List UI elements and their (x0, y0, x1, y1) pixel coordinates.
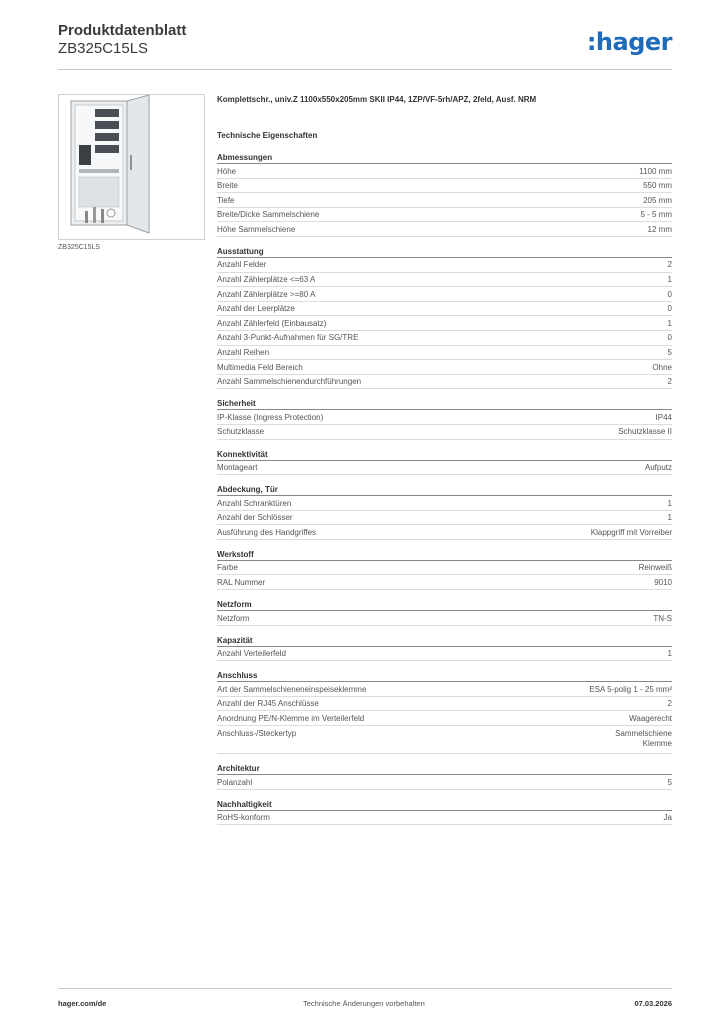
property-label: Polanzahl (217, 777, 253, 787)
property-label: Anzahl Zählerplätze >=80 A (217, 289, 316, 299)
property-label: Farbe (217, 563, 238, 573)
image-caption: ZB325C15LS (58, 244, 101, 251)
property-row (217, 496, 672, 511)
property-label: Breite/Dicke Sammelschiene (217, 210, 320, 220)
property-section (217, 247, 672, 389)
property-label: Anzahl Reihen (217, 348, 270, 358)
section-title: Architektur (217, 764, 672, 775)
property-row (217, 410, 672, 425)
property-section (217, 153, 672, 237)
property-value: 2 (667, 377, 672, 387)
property-label: Anzahl Sammelschienendurchführungen (217, 377, 362, 387)
property-section (217, 399, 672, 439)
property-value: 12 mm (647, 224, 672, 234)
property-value: 1100 mm (639, 166, 672, 176)
property-value: 205 mm (643, 195, 672, 205)
property-value: 0 (667, 289, 672, 299)
property-row (217, 525, 672, 540)
property-value: 550 mm (643, 181, 672, 191)
property-row (217, 208, 672, 223)
property-label: Anzahl Verteilerfeld (217, 649, 286, 659)
section-title: Konnektivität (217, 450, 672, 461)
property-row (217, 360, 672, 375)
property-section (217, 485, 672, 540)
property-section (217, 600, 672, 626)
section-title: Netzform (217, 600, 672, 611)
section-title: Kapazität (217, 636, 672, 647)
property-label: Anzahl Zählerplätze <=63 A (217, 275, 316, 285)
property-row (217, 511, 672, 526)
footer-website: hager.com/de (58, 999, 107, 1008)
property-value: 5 - 5 mm (640, 210, 672, 220)
property-value: 5 (667, 348, 672, 358)
section-title: Anschluss (217, 671, 672, 682)
property-section (217, 450, 672, 476)
product-code: ZB325C15LS (58, 40, 149, 57)
property-row (217, 287, 672, 302)
property-label: Anschluss-/Steckertyp (217, 728, 297, 738)
property-label: Höhe Sammelschiene (217, 224, 296, 234)
product-image (58, 94, 205, 240)
property-row (217, 726, 672, 754)
section-title: Werkstoff (217, 550, 672, 561)
property-row (217, 222, 672, 237)
property-label: Höhe (217, 166, 237, 176)
property-value: Ja (663, 813, 672, 823)
property-value: Klappgriff mit Vorreiber (590, 527, 672, 537)
property-row (217, 575, 672, 590)
property-value: 1 (667, 275, 672, 285)
property-row (217, 811, 672, 826)
property-label: Anzahl der Leerplätze (217, 304, 295, 314)
property-row (217, 682, 672, 697)
property-row (217, 164, 672, 179)
property-row (217, 461, 672, 476)
property-section (217, 671, 672, 754)
property-row (217, 302, 672, 317)
property-label: RAL Nummer (217, 577, 266, 587)
datasheet-content (217, 95, 672, 835)
property-value: 1 (667, 498, 672, 508)
property-row (217, 375, 672, 390)
property-label: Breite (217, 181, 238, 191)
property-label: Anordnung PE/N-Klemme im Verteilerfeld (217, 713, 365, 723)
property-label: Anzahl Schranktüren (217, 498, 292, 508)
property-label: Anzahl Felder (217, 260, 267, 270)
hager-logo: :hager (586, 28, 672, 56)
property-label: IP-Klasse (Ingress Protection) (217, 412, 324, 422)
property-value: 1 (667, 649, 672, 659)
property-label: Montageart (217, 463, 258, 472)
property-value: IP44 (655, 412, 672, 422)
property-label: Anzahl der Schlösser (217, 513, 293, 523)
property-value: 2 (667, 699, 672, 709)
property-row (217, 193, 672, 208)
property-value: 1 (667, 318, 672, 328)
property-value: 9010 (654, 577, 672, 587)
property-value-line: Klemme (642, 738, 672, 748)
property-label: Anzahl der RJ45 Anschlüsse (217, 699, 319, 709)
property-row (217, 647, 672, 662)
property-row (217, 711, 672, 726)
property-row (217, 331, 672, 346)
property-value: 0 (667, 333, 672, 343)
property-row (217, 258, 672, 273)
property-value: 5 (667, 777, 672, 787)
distribution-cabinet-illustration (59, 95, 204, 239)
property-section (217, 800, 672, 826)
property-row (217, 775, 672, 790)
property-section (217, 764, 672, 790)
property-value: 1 (667, 513, 672, 523)
property-value: Reinweiß (638, 563, 672, 573)
property-row (217, 179, 672, 194)
property-row (217, 697, 672, 712)
property-value: TN-S (653, 613, 672, 623)
product-description: Komplettschr., univ.Z 1100x550x205mm SKII IP44, 1ZP/VF-5rh/APZ, 2feld, Ausf. NRM (217, 95, 537, 104)
property-label: Anzahl 3-Punkt-Aufnahmen für SG/TRE (217, 333, 359, 343)
page-footer (58, 988, 672, 1008)
document-title: Produktdatenblatt (58, 22, 187, 39)
property-row (217, 611, 672, 626)
property-label: Netzform (217, 613, 250, 623)
footer-disclaimer: Technische Änderungen vorbehalten (303, 999, 425, 1008)
property-value (615, 729, 672, 749)
property-row (217, 273, 672, 288)
section-title: Abdeckung, Tür (217, 485, 672, 496)
property-label: Ausführung des Handgriffes (217, 527, 317, 537)
property-value: Aufputz (644, 463, 672, 472)
property-row (217, 346, 672, 361)
section-title: Sicherheit (217, 399, 672, 410)
property-value: Schutzklasse II (618, 427, 672, 437)
property-sections (217, 153, 672, 825)
property-value: Waagerecht (629, 713, 672, 723)
property-value: ESA 5-polig 1 - 25 mm² (589, 684, 672, 694)
page-header (58, 22, 672, 70)
property-label: Schutzklasse (217, 427, 265, 437)
property-row (217, 561, 672, 576)
property-label: Art der Sammelschieneneinspeiseklemme (217, 684, 367, 694)
property-label: Anzahl Zählerfeld (Einbausatz) (217, 318, 327, 328)
technical-properties-heading: Technische Eigenschaften (217, 131, 318, 140)
property-label: RoHS-konform (217, 813, 270, 823)
property-row (217, 425, 672, 440)
property-section (217, 550, 672, 590)
property-row (217, 316, 672, 331)
section-title: Ausstattung (217, 247, 672, 258)
section-title: Abmessungen (217, 153, 672, 164)
section-title: Nachhaltigkeit (217, 800, 672, 811)
property-label: Multimedia Feld Bereich (217, 362, 303, 372)
property-value-line: Sammelschiene (615, 728, 672, 738)
property-value: 2 (667, 260, 672, 270)
property-value: 0 (667, 304, 672, 314)
property-section (217, 636, 672, 662)
footer-date: 07.03.2026 (634, 999, 672, 1008)
property-value: Ohne (652, 362, 672, 372)
property-label: Tiefe (217, 195, 235, 205)
